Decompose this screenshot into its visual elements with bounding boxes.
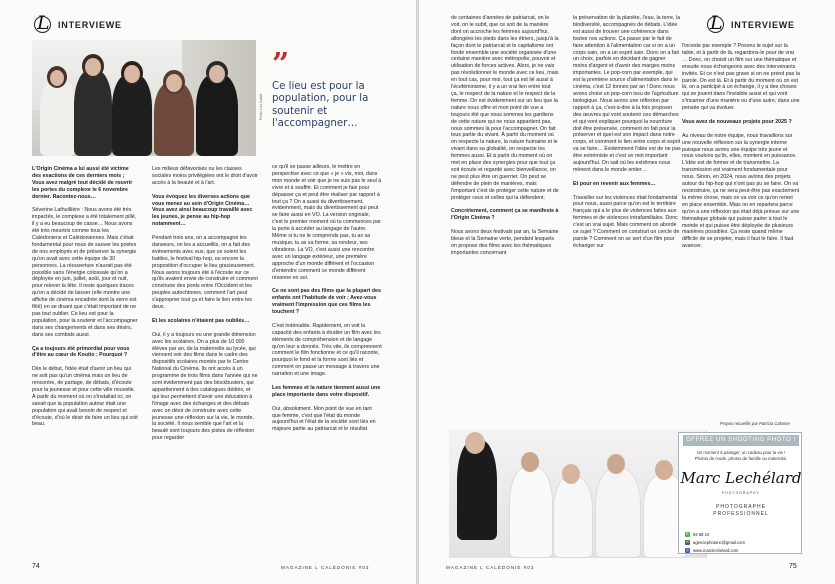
interview-answer: Séverine Lathuillière : Nous avons été très impactés, le complexe a été totalement pillé, il y a eu beaucoup de casse… Nous avons été très meurtris comme tous les Calédoniens et Calédoniennes. Mais c'était fondamental pour nous de sauver les postes de nos employés et de préserver la synergie qu'on avait avec cette équipe de 30 personnes. La réouverture n'aurait pas été possible sans l'énergie colossale qu'on a déployée en juin, juillet, août, jour et nuit, pour relever la tête. Il reste quelques traces qu'on a décidé de laisser (elle montre une affiche de cinéma encadrée dont la verre est fêlé) en se disant que c'était important de ne pas tout oublier. Ce lieu est pour la population, pour la soutenir et l'accompagner dans ses changements et dans ses désirs, dans ses combats aussi.: [32, 207, 138, 338]
left-column-2: [152, 166, 258, 560]
interview-question: Et pour en revenir aux femmes…: [573, 180, 656, 187]
magazine-footer: MAGAZINE L CALÉDONIE #03: [446, 565, 535, 570]
left-page: [0, 0, 416, 584]
magazine-logo-icon: L: [705, 14, 727, 36]
signature-subtitle: PHOTOGRAPHY: [722, 491, 760, 495]
interview-answer: Nous avons deux festivals par an, la Semaine bleue et la Semaine verte, pendant lesquels on propose des films avec les thématiques importantes concernant: [451, 229, 559, 256]
globe-icon: ◎: [685, 547, 690, 552]
email-icon: ✉: [686, 539, 689, 544]
interview-answer: Les milieux défavorisés ou les classes sociales moins privilégiées ont le droit d'avoir accès à la beauté et à l'art.: [152, 166, 258, 186]
phone-row: ✆ 92 68 10: [686, 531, 710, 537]
website-row[interactable]: ◎ www.marclechelard.com: [685, 547, 739, 553]
interview-answer: l'inceste par exemple ? Posons le sujet sur la table, et à partir de là, regardons-le pour de vrai … Donc, on choisit un film sur une thématique et ensuite nous échangeons avec des intervenants invités. Et ce n'est pas grave si on ne prend pas la parole. On est là. Et à partir du moment où on est là, on a participé à un échange, il y a des choses qui se jouent dans l'invisible aussi et qui vont s'incarner d'une manière ou d'une autre, dans une pensée qui va évoluer.: [682, 43, 800, 112]
left-column-1: [32, 166, 138, 560]
magazine-footer: MAGAZINE L CALÉDONIE #03: [281, 565, 370, 570]
interview-question: Concrètement, comment ça se manifeste à l'Origin Cinéma ?: [451, 208, 559, 222]
photo-credit: Photo Lou Cadet: [259, 93, 263, 120]
section-title: INTERVIEWE: [58, 20, 122, 30]
page-number: 74: [32, 563, 40, 570]
advert-banner: OFFREZ UN SHOOTING PHOTO !: [683, 435, 799, 446]
right-column-2: [573, 15, 681, 420]
left-column-3: [272, 164, 382, 560]
page-header: [705, 14, 795, 36]
interview-answer: la préservation de la planète, l'eau, la terre, la biodiversité, accompagnés de débats. L'idée est aussi de trouver une cohérence dans toutes nos actions. Ça passe par le fait de faire attention à l'alimentation car si on a un corps sain, on a un esprit sain. Donc on a fait un choix, parfois en décidant de gagner moins d'argent et d'avoir des marges moins importantes. Le pop-corn par exemple, qui est la première source d'alimentation dans le cinéma, c'est 12 tonnes par an ! Donc nous avons choisi un pop-corn issu de l'agriculture biologique. Nous avons une réflexion par rapport à ça, c'est-à-dire à la fois proposer des œuvres qui vont soutenir ces démarches et qui vont expliquer pourquoi la nourriture doit être préservée, comment on fait pour la préserver et quel est son impact dans notre corps, et comment le lien entre corps et esprit va se faire… Évidemment l'idée est de ne pas être extrémiste et c'est un mot important aujourd'hui. On sait où les extrêmes nous mènent dans le monde entier…: [573, 15, 681, 173]
interview-question: Ce ne sont pas des films que la plupart des enfants ont l'habitude de voir ; Avez-vous vraiment l'impression que ces films les touchent ?: [272, 288, 381, 316]
interview-question: L'Origin Cinéma a lui aussi été victime des exactions de ces derniers mois ; Vous avez malgré tout décidé de rouvrir les portes du complexe le 6 novembre dernier. Racontez-nous…: [32, 166, 133, 200]
section-title: INTERVIEWE: [731, 20, 795, 30]
interview-question: Les femmes et la nature tiennent aussi une place importante dans votre dispositif.: [272, 384, 381, 398]
interview-question: Et les scolaires n'étaient pas oubliés…: [152, 317, 250, 324]
interview-answer: Oui, il y a toujours eu une grande dimension avec les scolaires. On a plus de 10 000 élèves par an, de la maternelle au lycée, qui viennent voir des films dans le cadre des dispositifs scolaires montés par le Centre National du Cinéma. Ils ont accès à un programme de trois films dans l'année qui ne sont évidemment pas des blockbusters, qui appartiennent à des catalogues dédiés, et qui leur permettent d'avoir une éducation à l'image avec des échanges et des débats avec un désir de construire avec cette jeunesse une réflexion sur la vie, le monde, la société. Il nous semble que l'art et la beauté sont toujours des pistes de réflexion pour regarder: [152, 331, 258, 442]
interview-answer: Dès le début, l'idée était d'avoir un lieu qui ne soit pas qu'un cinéma mais un lieu de rencontre, de partage, de débats, d'écoute pour la jeunesse et pour cette ville nouvelle. À partir du moment où on s'installait ici, on savait que la population autour était une population qui avait besoin de respect et d'écoute, d'où le désir de faire un lieu qui soit beau.: [32, 366, 138, 428]
interview-answer: Pendant trois ans, on a accompagné les danseurs, on les a accueillis, on a fait des événements avec eux, que ce soient les battles, le festival hip-hop, ou encore la proposition d'occuper le lieu gracieusement. Nous avons toujours été à l'écoute sur ce qu'ils avaient envie de construire et comment construire des ponts entre l'Occident et les peuples autochtones, comment l'art peut s'approprier tout ça et faire le lien entre les deux.: [152, 235, 258, 311]
right-column-3: [682, 43, 800, 388]
advert-tagline-1: Un moment à partager, un cadeau pour la vie !: [696, 450, 786, 455]
interview-credit: Propos recueillis par Patricia Calonne: [720, 421, 790, 426]
interview-answer: de centaines d'années de patriarcat, on le voit, on le subit, que ce soit de la manière dont on accroche les femmes aujourd'hui, allongées les pieds dans les étriers, jusqu'à la façon dont le patriarcat et le capitalisme ont fondé ensemble une société organisée d'une certaine manière avec métropolie, pouvoir et utilisation de forces actives. Alors, je ne vais pas révolutionner le monde avec ce lieu, mais en tout cas, pour moi, tout ça est lié aussi à l'écoféminisme, il y a un vrai lien entre tout ça, le respect de la nature et le respect de la femme. On est évidemment sur un lieu que la nature nous offre et mon point de vue a toujours été que nous sommes les gardiens de cette nature qui ne nous appartient pas, nous sommes là pour l'accompagner. On fait tous partie du vivant. À partir du moment où on respecte la nature, la nature humaine et le vivant dans sa globalité, on respecte les femmes aussi. Et à partir du moment où on met en place des synergies pour que tout ça soit écoute et regardé avec bienveillance, on ne peut plus être un guerrier. On peut se défendre de plein de manières, mais l'important c'est de protéger cette nature et de protéger ceux et celles qui la défendent.: [451, 15, 559, 201]
interview-answer: C'est indéniable. Rapidement, on voit la capacité des enfants à étudier un film avec les éléments de compréhension et de langage qu'on leur a donnés. Très vite, ils comprennent comment le film fonctionne et ce qu'il raconte, pourquoi le fond et la forme sont liés et comment on passe un message à travers une narration et une image.: [272, 322, 382, 378]
interview-question: Vous évoquez les diverses actions que vous menez au sein d'Origin Cinéma… Vous avez ainsi beaucoup travaillé avec les jeunes, je pense au hip-hop notamment…: [152, 193, 253, 228]
email-row[interactable]: ✉ agencephotonc@gmail.com: [686, 539, 745, 545]
interview-question: Vous avez de nouveaux projets pour 2025 ?: [682, 118, 792, 125]
interview-answer: Au niveau de notre équipe, nous travaillons sur une nouvelle réflexion sur la synergie interne puisque nous avons une équipe très jeune et nous voulons qu'ils, elles, montent en puissance. L'idée est de former et de transmettre. La transmission est vraiment fondamentale pour nous. Sinon, en 2024, nous avions des projets autour du hip-hop qui n'ont pas pu se faire. On va reconstruire, ça ne sera peut-être pas exactement la même chose, mais on va voir ce qu'on remet en place ensemble. Mais on en reparlera parce qu'on a une réflexion qui était déjà prévue sur une thématique globale qui puisse parler à tout le monde et qui puisse être déployée de plusieurs manières possibles. Ça reste quand même difficile de se projeter, mais il faut le faire. Il faut avancer.: [682, 132, 800, 250]
page-header: [32, 14, 122, 36]
advert-photo: [449, 430, 707, 558]
team-photo: [32, 40, 256, 156]
advert-title: PHOTOGRAPHE PROFESSIONNEL: [713, 504, 769, 517]
advert-contacts: [685, 530, 799, 554]
quote-mark-icon: ”: [272, 47, 290, 82]
page-number: 75: [789, 563, 797, 570]
advert-tagline-2: Photos de mode, photos de famille ou maternité.: [694, 456, 788, 461]
right-page: [419, 0, 835, 584]
right-column-1: [451, 15, 559, 415]
pull-quote: Ce lieu est pour la population, pour la soutenir et l'accompagner…: [272, 81, 369, 130]
photographer-signature: Marc Lechélard: [680, 469, 802, 487]
photographer-advert: [678, 432, 802, 554]
interview-answer: Oui, absolument. Mon point de vue en tant que femme, c'est que l'état du monde aujourd'hui et l'état de la société sont liés en majeure partie au patriarcat et le résultat: [272, 405, 376, 433]
magazine-logo-icon: L: [32, 14, 54, 36]
interview-answer: Travailler sur les violences était fondamental pour nous, aussi parce qu'on est le territoire français qui a le plus de violences faites aux femmes et de violences intrafamiliales. Donc c'est un vrai sujet. Mais comment on aborde ce sujet ? Comment on construit un cercle de parole ? Comment on se sert d'un film pour échanger sur: [573, 194, 680, 249]
interview-question: Ça a toujours été primordial pour vous d'être au cœur de Koutio ; Pourquoi ?: [32, 345, 130, 359]
phone-icon: ✆: [686, 531, 689, 536]
interview-answer: ce qu'il se passe ailleurs, le mettre en perspective avec ce que « je » vis, moi, dans mon monde et voir que je ne suis pas le seul à vivre et à souffrir. Et comment je fais pour dépasser ça et peut être réaliser par rapport à tout ça ? On a aussi du divertissement, évidemment, mais du divertissement qui peut se faire aussi en VO. La version originale, c'est le premier moment où tu commences par la porte à accéder au langage de l'autre. Même si tu ne le comprends pas, tu as sa musique, tu as sa forme, sa rondeur, ses vibrations. La VO, c'est aussi une rencontre avec un langage extérieur, une première approche d'un monde différent et l'occasion d'entendre comment ce monde différent résonne en soi.: [272, 164, 382, 281]
